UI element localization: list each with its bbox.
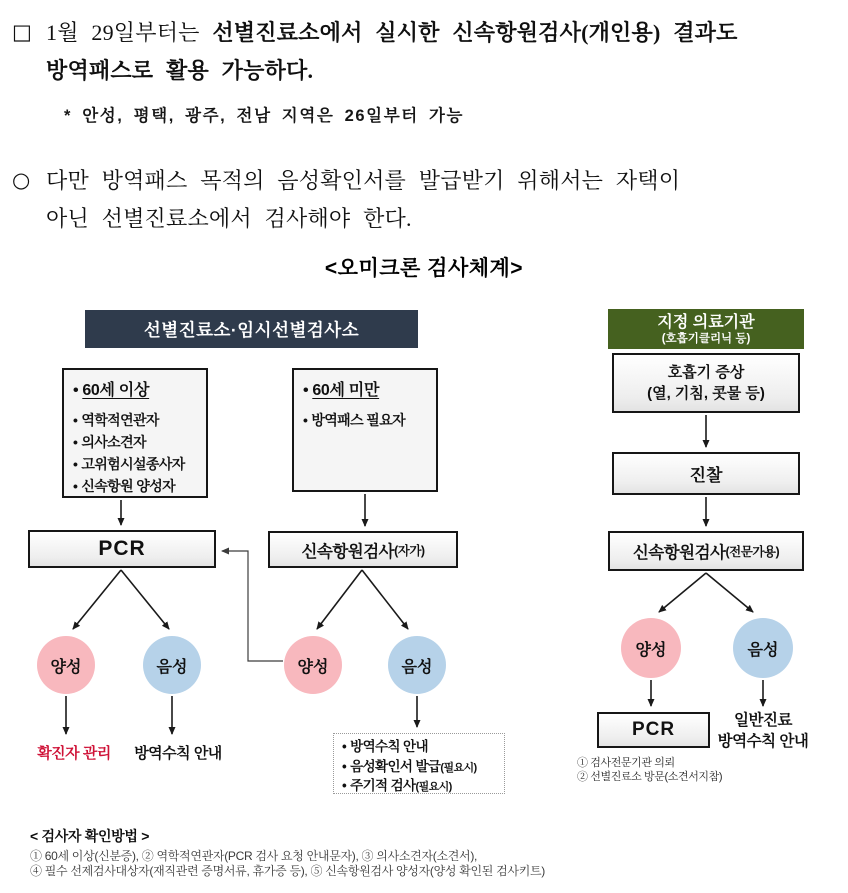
positive-circle-self-test [284, 636, 342, 694]
general-care-label [703, 710, 823, 752]
paragraph-1 [12, 14, 738, 90]
over-60-item [73, 409, 197, 431]
designated-clinic-header-line2: (호흡기클리닉 등) [661, 332, 751, 345]
bullet: • [73, 478, 78, 494]
pcr-referral-notes [577, 757, 722, 784]
p1-bold-text: 선별진료소에서 실시한 신속항원검사(개인용) 결과도 [212, 20, 738, 45]
rat-self-sub-label: (자가) [394, 543, 425, 558]
bullet: • [342, 778, 347, 793]
paragraph-1-line-1 [46, 14, 738, 52]
paragraph-1-lines [46, 14, 738, 90]
negative-label: 음성 [156, 658, 188, 676]
circle-bullet-icon: ○ [12, 168, 31, 192]
respiratory-symptom-box [612, 353, 800, 413]
verification-method-lines [30, 849, 545, 878]
over-60-item-text: 의사소견자 [81, 434, 146, 450]
bullet: • [73, 434, 78, 450]
positive-label: 양성 [297, 658, 329, 676]
positive-circle-clinic [621, 618, 681, 678]
under-60-box [292, 368, 438, 492]
follow-up-item-sub: (필요시) [415, 781, 452, 793]
paragraph-2 [12, 162, 680, 238]
verification-method-line1: ① 60세 이상(신분증), ② 역학적연관자(PCR 검사 요청 안내문자), ③ 의사소견자(소견서), [30, 849, 478, 863]
follow-up-item-text: 음성확인서 발급 [350, 758, 441, 774]
symptom-line2: (열, 기침, 콧물 등) [647, 385, 765, 402]
paragraph-1-line-2 [46, 52, 738, 90]
over-60-item [73, 475, 197, 497]
under-60-title [303, 377, 427, 400]
bullet: • [303, 412, 308, 428]
bullet: • [73, 382, 79, 399]
screening-clinic-header-label: 선별진료소·임시선별검사소 [143, 319, 360, 340]
follow-up-item-text: 주기적 검사 [350, 778, 416, 793]
negative-circle-self-test [388, 636, 446, 694]
over-60-item [73, 431, 197, 453]
pcr-note-line: ① 검사전문기관 의뢰 [577, 757, 675, 769]
negative-circle-pcr [143, 636, 201, 694]
general-care-line2: 방역수칙 안내 [717, 733, 809, 750]
diagram-title: <오미크론 검사체계> [324, 257, 524, 280]
pcr-note-line: ② 선별진료소 방문(소견서지참) [577, 770, 723, 783]
bullet: • [303, 382, 309, 399]
pcr-box-right [597, 712, 710, 748]
footnote-regions: * 안성, 평택, 광주, 전남 지역은 26일부터 가능 [64, 107, 465, 125]
negative-follow-up-box [333, 733, 505, 794]
under-60-item-text: 방역패스 필요자 [311, 412, 406, 428]
under-60-item [303, 409, 427, 431]
over-60-item-text: 고위험시설종사자 [81, 456, 185, 472]
exam-label: 진찰 [689, 466, 723, 485]
paragraph-2-line-1: 다만 방역패스 목적의 음성확인서를 발급받기 위해서는 자택이 [46, 168, 681, 193]
bullet: • [342, 739, 347, 754]
verification-method-line2: ④ 필수 선제검사대상자(재직관련 증명서류, 휴가증 등), ⑤ 신속항원검사 양성자(양성 확인된 검사키트) [30, 863, 545, 878]
follow-up-item [342, 758, 496, 778]
square-bullet-icon: □ [12, 20, 32, 44]
bullet: • [73, 456, 78, 472]
symptom-line1: 호흡기 증상 [667, 364, 745, 381]
under-60-title-text: 60세 미만 [312, 382, 380, 399]
bullet: • [73, 412, 78, 428]
paragraph-2-lines [46, 162, 680, 238]
quarantine-rules-guide-label: 방역수칙 안내 [134, 745, 222, 762]
over-60-item-text: 역학적연관자 [81, 412, 159, 428]
positive-circle-pcr [37, 636, 95, 694]
general-care-line1: 일반진료 [734, 712, 792, 729]
paragraph-2-line-2: 아닌 선별진료소에서 검사해야 한다. [46, 206, 412, 231]
p1-bold-text-2: 방역패스로 활용 가능하다. [46, 58, 314, 83]
medical-exam-box [612, 452, 800, 495]
over-60-title-text: 60세 이상 [82, 382, 150, 399]
negative-circle-clinic [733, 618, 793, 678]
confirmed-case-management-label: 확진자 관리 [37, 745, 111, 762]
verification-method-title: < 검사자 확인방법 > [30, 828, 150, 844]
follow-up-item [342, 738, 496, 758]
negative-label: 음성 [401, 658, 433, 676]
rapid-antigen-self-box [268, 531, 458, 568]
over-60-item-text: 신속항원 양성자 [81, 478, 176, 494]
over-60-title [73, 377, 197, 400]
designated-clinic-header [608, 309, 804, 349]
follow-up-item-text: 방역수칙 안내 [350, 739, 428, 754]
negative-label: 음성 [747, 641, 779, 659]
pcr-label: PCR [631, 719, 676, 740]
bullet: • [342, 758, 347, 774]
follow-up-item-sub: (필요시) [440, 761, 477, 774]
pcr-box-left [28, 530, 216, 568]
designated-clinic-header-line1: 지정 의료기관 [657, 313, 755, 331]
screening-clinic-header [85, 310, 418, 348]
rapid-antigen-pro-box [608, 531, 804, 571]
rat-self-label: 신속항원검사 [301, 542, 395, 561]
over-60-box [62, 368, 208, 498]
rat-pro-sub-label: (전문가용) [725, 545, 780, 559]
over-60-item [73, 453, 197, 475]
follow-up-item [342, 777, 496, 797]
positive-label: 양성 [50, 658, 82, 676]
positive-label: 양성 [635, 641, 667, 659]
pcr-label: PCR [98, 537, 146, 560]
rat-pro-label: 신속항원검사 [632, 544, 726, 562]
p1-regular-text: 1월 29일부터는 [46, 20, 200, 45]
